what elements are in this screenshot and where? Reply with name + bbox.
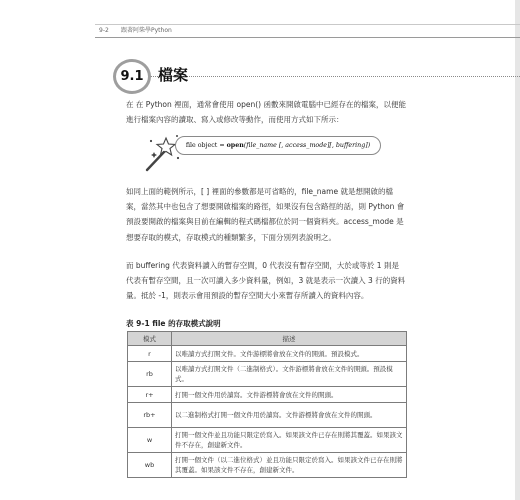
page-number: 9-2: [99, 27, 109, 34]
description-cell: 以唯讀方式打開文件（二進制格式）。文件游標將會放在文件的開頭。預設模式。: [172, 362, 407, 387]
table-row: [128, 428, 407, 453]
mode-cell: w: [128, 428, 172, 453]
description-cell: 打開一個文件（以二進位格式）並且功能只限定於寫入。如果該文件已存在則將其覆蓋。如果該文件不存在，創建新文件。: [172, 453, 407, 478]
table-header-desc: 描述: [172, 332, 407, 346]
table-row: [128, 362, 407, 387]
code-args: (file_name [, access_mode][, buffering]): [243, 142, 371, 149]
description-cell: 打開一個文件並且功能只限定於寫入。如果該文件已存在則將其覆蓋。如果該文件不存在，創建新文件。: [172, 428, 407, 453]
description-cell: 打開一個文件用於讀寫。文件游標將會放在文件的開頭。: [172, 387, 407, 403]
intro-paragraph: 在 在 Python 裡面，通常會使用 open() 函數來開啟電腦中已經存在的檔案，以便能進行檔案內容的讀取、寫入或修改等動作，而使用方式如下所示：: [126, 100, 406, 125]
mode-cell: rb+: [128, 403, 172, 428]
description-cell: 以唯讀方式打開文件。文件游標將會放在文件的開頭。預設模式。: [172, 346, 407, 362]
section-number: 9.1: [120, 69, 144, 84]
section-title: 檔案: [158, 66, 189, 84]
section-number-badge: [113, 59, 151, 94]
page-edge: [515, 0, 520, 500]
code-object: file object =: [185, 142, 227, 149]
table-header-mode: 模式: [128, 332, 172, 346]
description-cell: 以二進制格式打開一個文件用於讀寫。文件游標將會放在文件的開頭。: [172, 403, 407, 428]
page-header: [95, 24, 520, 38]
mode-cell: r: [128, 346, 172, 362]
magic-wand-icon: [133, 128, 183, 176]
table-row: [128, 453, 407, 478]
mode-cell: r+: [128, 387, 172, 403]
mode-cell: rb: [128, 362, 172, 387]
book-title: 跟著阿柴學Python: [121, 27, 172, 34]
buffering-paragraph: 而 buffering 代表資料讀入的暫存空間，0 代表沒有暫存空間，大於或等於 1 則是代表有暫存空間，且一次可讀入多少資料量，例如，3 就是表示一次讀入 3 行的資料量。抵於 -1，則表示會用預設的暫存空間大小來暫存所讀入的資料內容。: [126, 261, 406, 301]
access-mode-table: [127, 331, 407, 478]
table-row: [128, 346, 407, 362]
code-func: open: [226, 142, 244, 149]
mode-cell: wb: [128, 453, 172, 478]
table-caption: 表 9-1 file 的存取模式說明: [126, 319, 221, 328]
explanation-paragraph: 如同上面的範例所示，[ ] 裡面的參數都是可省略的，file_name 就是想開啟的檔案，當然其中也包含了想要開啟檔案的路徑，如果沒有包含路徑的話，則 Python 會預設要開啟的檔案與目前在編輯的程式碼檔都位於同一個資料夾。access_mode 是想要存取的模式，存取模式的種類繁多，下面分別列表說明之。: [126, 187, 405, 242]
syntax-box: [175, 136, 381, 155]
section-rule: [150, 76, 520, 77]
table-row: [128, 403, 407, 428]
table-row: [128, 387, 407, 403]
